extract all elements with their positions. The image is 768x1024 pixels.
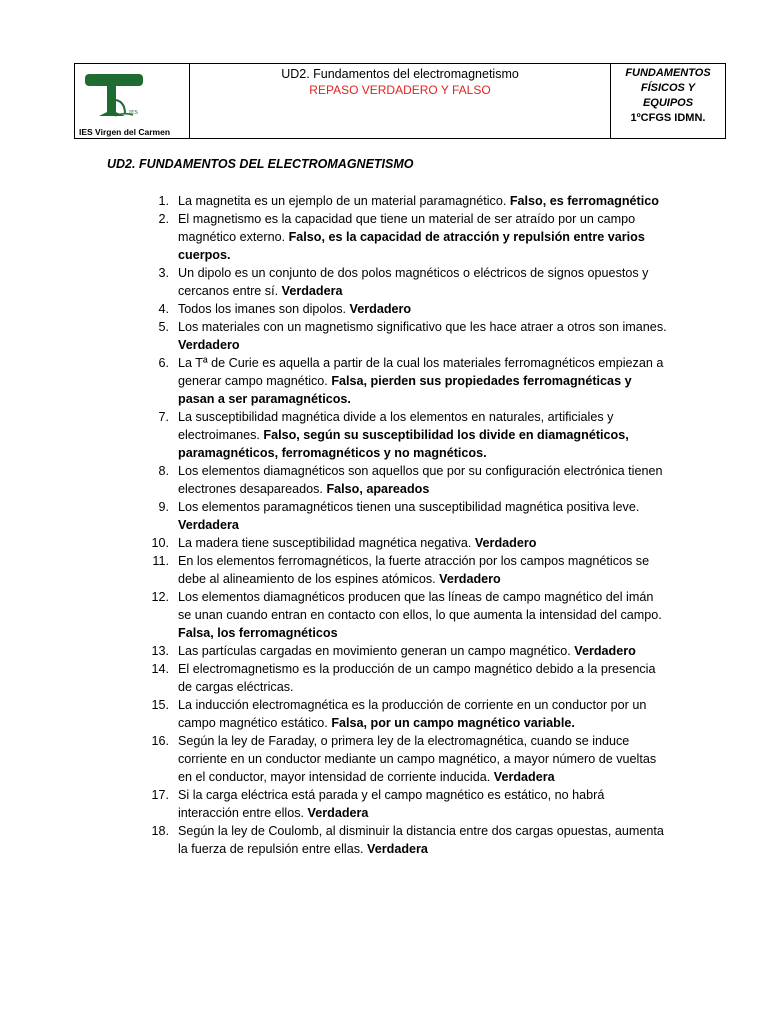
question-answer: Verdadera <box>178 518 239 532</box>
subject-line-1: FUNDAMENTOS <box>625 67 711 79</box>
question-text: Un dipolo es un conjunto de dos polos magnéticos o eléctricos de signos opuestos y cercanos entre sí. <box>178 266 649 298</box>
question-answer: Falso, es la capacidad de atracción y repulsión entre varios cuerpos. <box>178 230 645 262</box>
question-answer: Falsa, por un campo magnético variable. <box>331 716 575 730</box>
question-text: La Tª de Curie es aquella a partir de la cual los materiales ferromagnéticos empiezan a generar campo magnético. <box>178 356 664 388</box>
question-item <box>137 264 667 300</box>
question-number: 14. <box>151 662 169 676</box>
question-answer: Verdadero <box>439 572 501 586</box>
question-number: 3. <box>158 266 169 280</box>
question-text: Los elementos paramagnéticos tienen una susceptibilidad magnética positiva leve. <box>178 500 640 514</box>
question-item <box>137 642 667 660</box>
question-number: 16. <box>151 734 169 748</box>
question-answer: Falsa, pierden sus propiedades ferromagnéticas y pasan a ser paramagnéticos. <box>178 374 632 406</box>
question-item <box>137 354 667 408</box>
question-answer: Verdadero <box>474 536 537 550</box>
question-item <box>137 822 667 858</box>
school-name: IES Virgen del Carmen <box>79 127 171 137</box>
question-answer: Verdadera <box>307 806 369 820</box>
question-text: En los elementos ferromagnéticos, la fuerte atracción por los campos magnéticos se debe al alineamiento de los espines atómicos. <box>178 554 650 586</box>
question-text: Los elementos diamagnéticos producen que las líneas de campo magnético del imán se unan cuando entran en contacto con ellos, lo que aumenta la intensidad del campo. <box>178 590 662 622</box>
question-number: 18. <box>151 824 169 838</box>
question-number: 1. <box>158 194 169 208</box>
question-text: La susceptibilidad magnética divide a los elementos en naturales, artificiales y electroimanes. <box>178 410 614 442</box>
question-answer: Verdadero <box>178 338 240 352</box>
logo-cell <box>75 64 190 139</box>
question-number: 11. <box>152 554 169 568</box>
question-list <box>137 192 667 858</box>
question-text: Los elementos diamagnéticos son aquellos que por su configuración electrónica tienen electrones desapareados. <box>178 464 663 496</box>
subject-line-2: FÍSICOS Y <box>640 82 696 94</box>
school-logo-icon <box>85 72 147 118</box>
logo-text: IES <box>129 110 138 116</box>
question-number: 9. <box>158 500 169 514</box>
question-number: 13. <box>151 644 169 658</box>
question-item <box>137 318 667 354</box>
question-number: 15. <box>151 698 169 712</box>
question-answer: Falso, es ferromagnético <box>509 194 659 208</box>
question-item <box>137 192 667 210</box>
question-text: Todos los imanes son dipolos. <box>178 302 350 316</box>
question-text: El electromagnetismo es la producción de un campo magnético debido a la presencia de cargas eléctricas. <box>178 662 656 694</box>
question-text: Si la carga eléctrica está parada y el campo magnético es estático, no habrá interacción entre ellos. <box>178 788 605 820</box>
review-subtitle: REPASO VERDADERO Y FALSO <box>309 83 491 97</box>
question-number: 7. <box>158 410 169 424</box>
subject-name <box>611 66 725 111</box>
question-answer: Verdadera <box>493 770 555 784</box>
question-item <box>137 588 667 642</box>
question-item <box>137 300 667 318</box>
question-answer: Falsa, los ferromagnéticos <box>178 626 338 640</box>
question-text: El magnetismo es la capacidad que tiene un material de ser atraído por un campo magnético externo. <box>178 212 636 244</box>
question-text: La magnetita es un ejemplo de un material paramagnético. <box>178 194 510 208</box>
unit-title: UD2. Fundamentos del electromagnetismo <box>281 67 519 81</box>
question-number: 2. <box>158 212 169 226</box>
question-item <box>137 732 667 786</box>
question-item <box>137 552 667 588</box>
question-answer: Falso, apareados <box>326 482 430 496</box>
question-text: Las partículas cargadas en movimiento generan un campo magnético. <box>178 644 575 658</box>
question-number: 6. <box>158 356 169 370</box>
question-answer: Verdadera <box>281 284 343 298</box>
question-number: 17. <box>151 788 169 802</box>
question-number: 4. <box>158 302 169 316</box>
question-item <box>137 408 667 462</box>
subject-cell <box>611 64 726 139</box>
question-number: 10. <box>151 536 169 550</box>
question-number: 5. <box>158 320 169 334</box>
question-number: 8. <box>158 464 169 478</box>
question-text: La madera tiene susceptibilidad magnética negativa. <box>178 536 475 550</box>
subject-line-3: EQUIPOS <box>642 97 694 109</box>
question-item <box>137 498 667 534</box>
question-answer: Verdadero <box>349 302 412 316</box>
question-item <box>137 462 667 498</box>
question-item <box>137 534 667 552</box>
question-answer: Verdadero <box>574 644 636 658</box>
title-cell <box>190 64 611 139</box>
question-answer: Falso, según su susceptibilidad los divide en diamagnéticos, paramagnéticos, ferromagnéticos y no magnéticos. <box>178 428 629 460</box>
question-answer: Verdadera <box>367 842 428 856</box>
question-text: Los materiales con un magnetismo significativo que les hace atraer a otros son imanes. <box>178 320 667 334</box>
course-name: 1ºCFGS IDMN. <box>630 112 706 124</box>
question-item <box>137 786 667 822</box>
question-item <box>137 210 667 264</box>
question-text: Según la ley de Coulomb, al disminuir la distancia entre dos cargas opuestas, aumenta la fuerza de repulsión entre ellas. <box>178 824 664 856</box>
question-text: La inducción electromagnética es la producción de corriente en un conductor por un campo magnético estático. <box>178 698 647 730</box>
document-heading: UD2. FUNDAMENTOS DEL ELECTROMAGNETISMO <box>107 157 414 171</box>
question-text: Según la ley de Faraday, o primera ley de la electromagnética, cuando se induce corriente en un conductor mediante un campo magnético, a mayor número de vueltas en el conductor, mayor intensidad de corriente inducida. <box>178 734 657 784</box>
question-number: 12. <box>151 590 169 604</box>
document-header <box>74 63 726 139</box>
question-item <box>137 660 667 696</box>
question-item <box>137 696 667 732</box>
